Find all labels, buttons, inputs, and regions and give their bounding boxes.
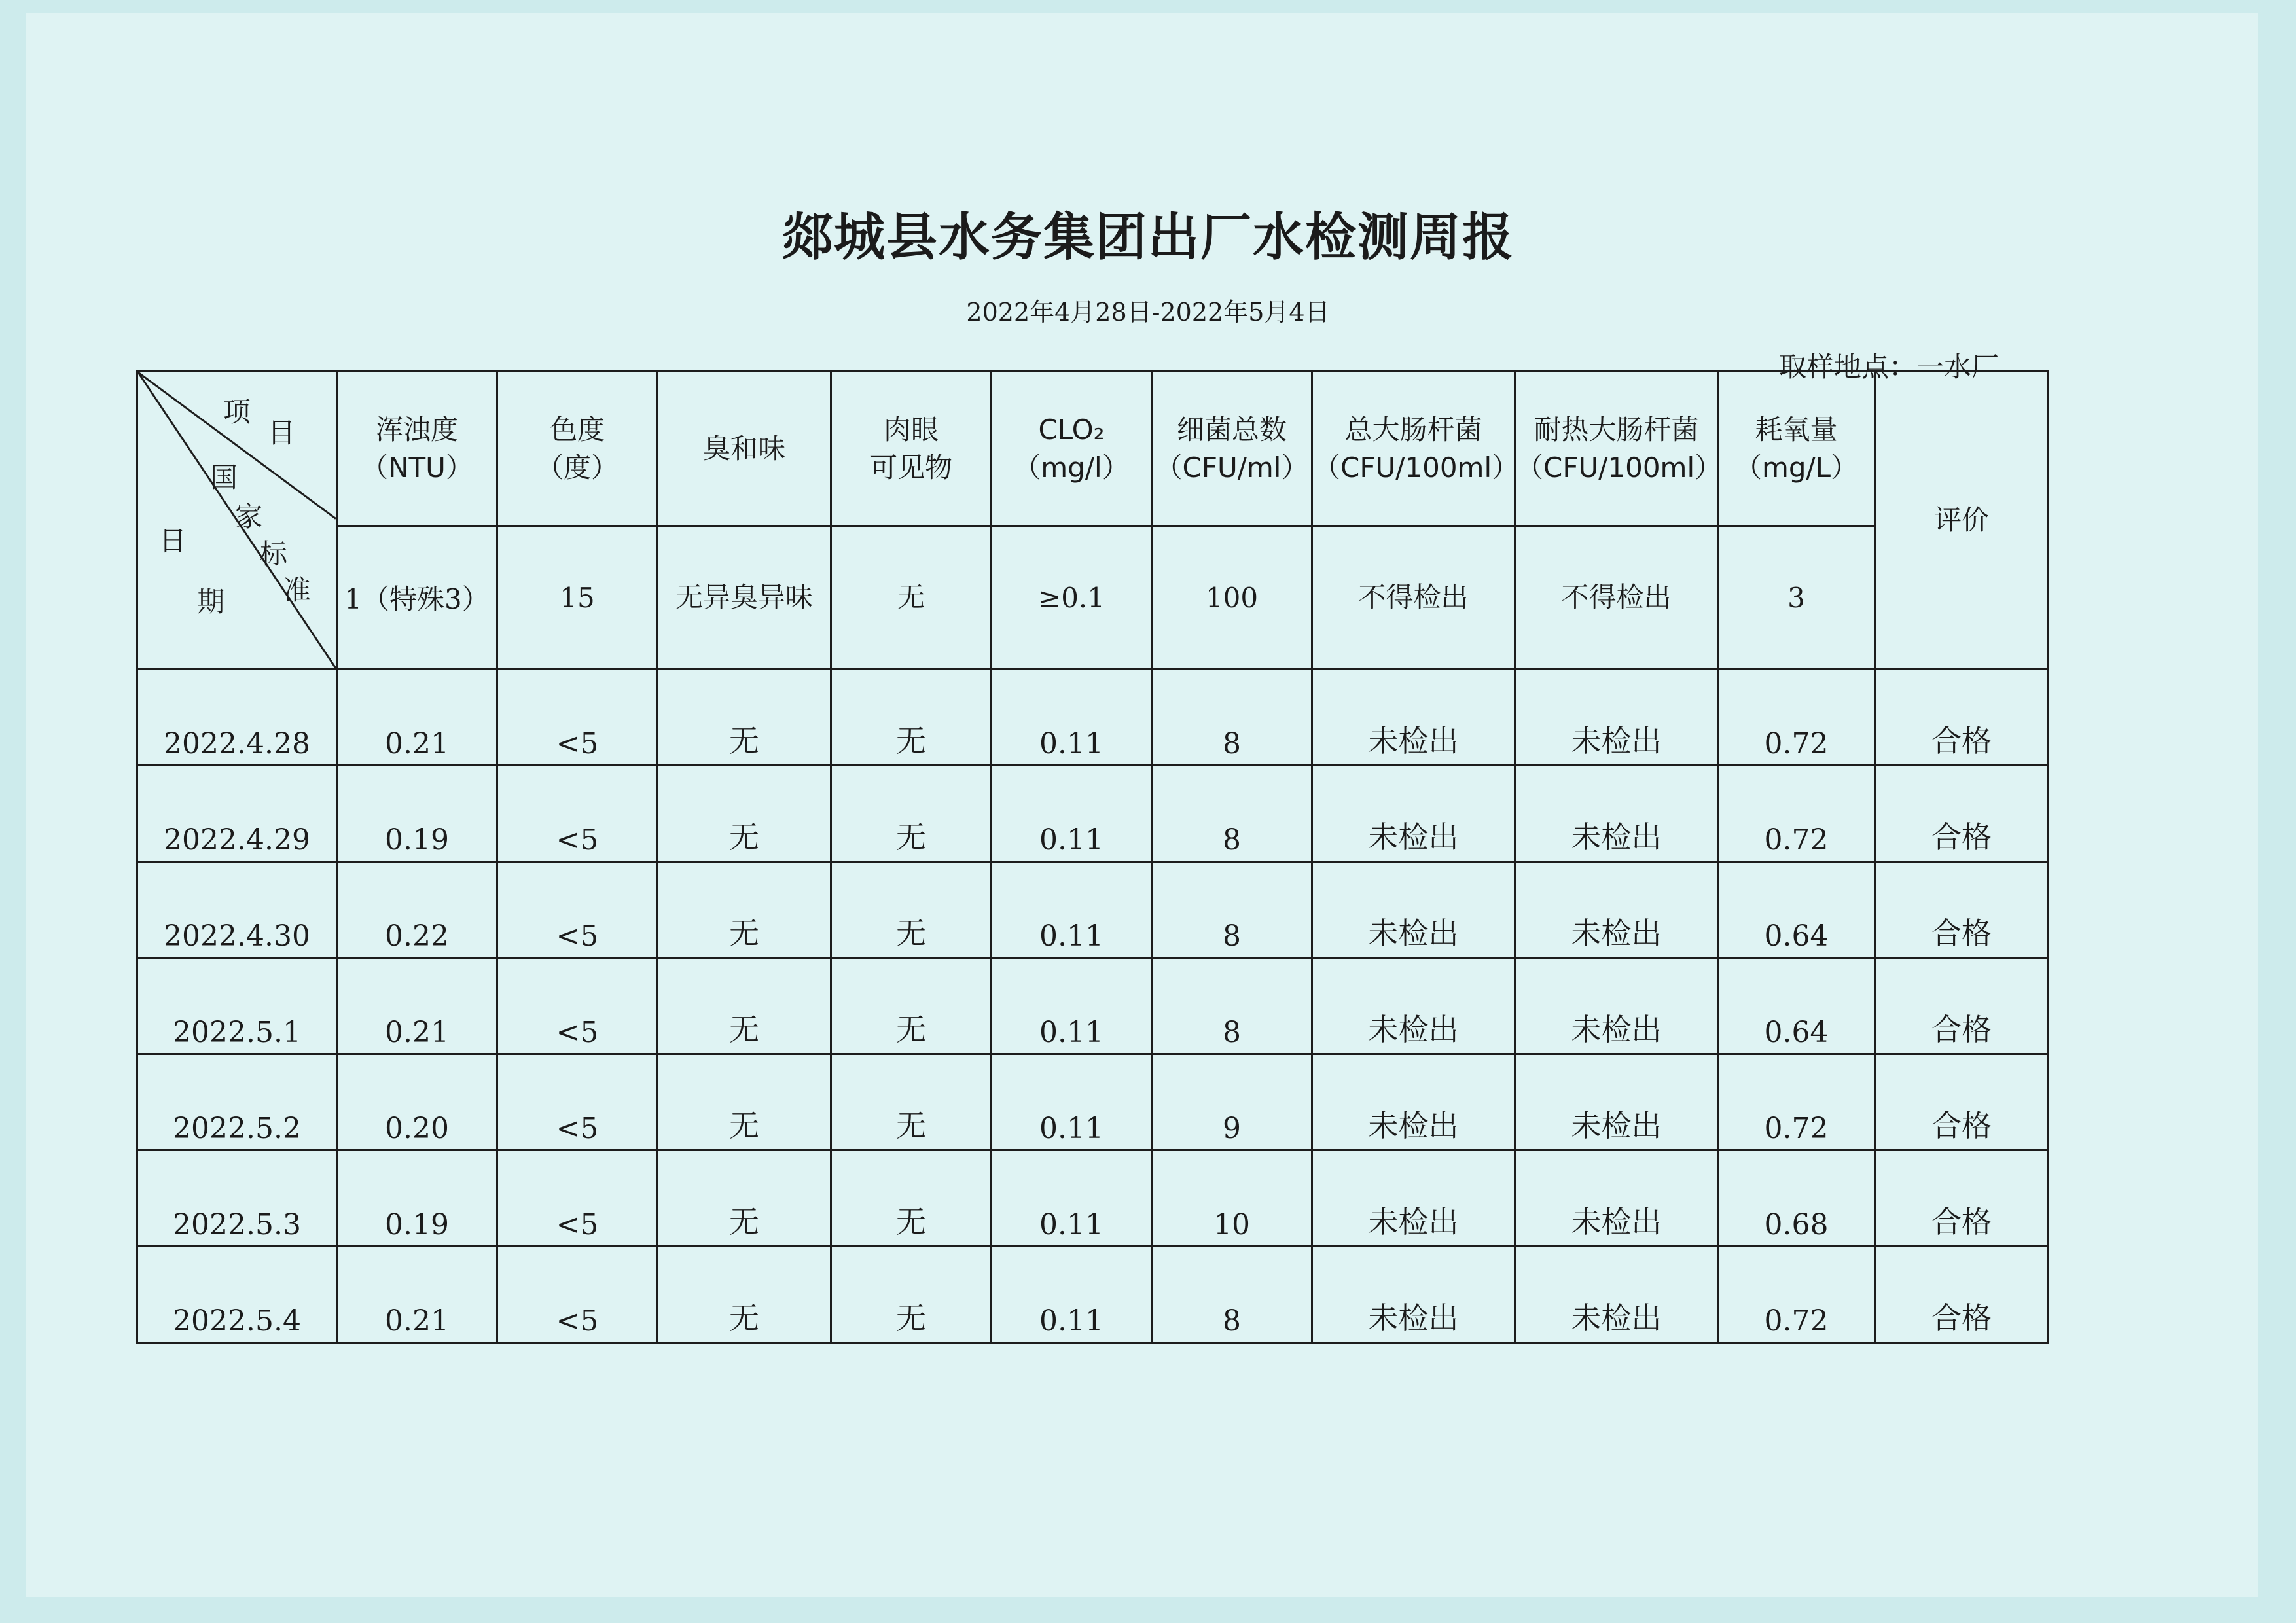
col-header-bacteria: 细菌总数 （CFU/ml） <box>1152 372 1312 526</box>
col-header-evaluation: 评价 <box>1875 372 2049 669</box>
cell-chroma: <5 <box>497 1054 658 1150</box>
row-date: 2022.4.28 <box>137 669 337 766</box>
cell-odor: 无 <box>658 958 831 1054</box>
cell-thermo-coliform: 未检出 <box>1515 958 1718 1054</box>
row-date: 2022.5.1 <box>137 958 337 1054</box>
row-date: 2022.5.3 <box>137 1150 337 1247</box>
table-row <box>137 766 2049 862</box>
cell-oxygen-consumption: 0.64 <box>1718 862 1875 958</box>
cell-oxygen-consumption: 0.68 <box>1718 1150 1875 1247</box>
row-date: 2022.4.30 <box>137 862 337 958</box>
cell-turbidity: 0.19 <box>337 1150 497 1247</box>
standard-row <box>137 526 2049 669</box>
cell-visible-matter: 无 <box>831 766 992 862</box>
standard-oxygen-consumption: 3 <box>1718 526 1875 669</box>
col-header-visible-matter: 肉眼 可见物 <box>831 372 992 526</box>
diag-standard-char-3: 标 <box>260 538 288 570</box>
table-row <box>137 862 2049 958</box>
report-date-range: 2022年4月28日-2022年5月4日 <box>966 298 1330 327</box>
diag-date-char-2: 期 <box>197 586 225 618</box>
cell-thermo-coliform: 未检出 <box>1515 862 1718 958</box>
standard-bacteria: 100 <box>1152 526 1312 669</box>
row-date: 2022.4.29 <box>137 766 337 862</box>
cell-evaluation: 合格 <box>1875 1150 2049 1247</box>
table-row <box>137 1247 2049 1343</box>
cell-oxygen-consumption: 0.64 <box>1718 958 1875 1054</box>
cell-coliform: 未检出 <box>1312 669 1515 766</box>
diag-item-char-1: 项 <box>223 396 251 428</box>
cell-chroma: <5 <box>497 1247 658 1343</box>
cell-turbidity: 0.21 <box>337 1247 497 1343</box>
cell-odor: 无 <box>658 1054 831 1150</box>
cell-visible-matter: 无 <box>831 862 992 958</box>
cell-evaluation: 合格 <box>1875 766 2049 862</box>
col-header-thermo-coliform: 耐热大肠杆菌 （CFU/100ml） <box>1515 372 1718 526</box>
cell-visible-matter: 无 <box>831 669 992 766</box>
cell-visible-matter: 无 <box>831 1150 992 1247</box>
cell-evaluation: 合格 <box>1875 1054 2049 1150</box>
sampling-location: 取样地点：一水厂 <box>1778 351 1999 383</box>
diag-standard-char-2: 家 <box>235 501 263 533</box>
cell-bacteria: 10 <box>1152 1150 1312 1247</box>
cell-chroma: <5 <box>497 766 658 862</box>
table-row <box>137 1150 2049 1247</box>
cell-oxygen-consumption: 0.72 <box>1718 1054 1875 1150</box>
header-row <box>137 372 2049 526</box>
report-title: 郯城县水务集团出厂水检测周报 <box>781 208 1515 267</box>
cell-clo2: 0.11 <box>992 1054 1152 1150</box>
cell-thermo-coliform: 未检出 <box>1515 1247 1718 1343</box>
cell-visible-matter: 无 <box>831 958 992 1054</box>
cell-clo2: 0.11 <box>992 766 1152 862</box>
cell-oxygen-consumption: 0.72 <box>1718 766 1875 862</box>
diag-standard-char-1: 国 <box>210 461 238 493</box>
cell-chroma: <5 <box>497 958 658 1054</box>
cell-turbidity: 0.20 <box>337 1054 497 1150</box>
diagonal-header-cell <box>137 372 337 669</box>
col-header-oxygen-consumption: 耗氧量 （mg/L） <box>1718 372 1875 526</box>
cell-odor: 无 <box>658 1247 831 1343</box>
cell-chroma: <5 <box>497 862 658 958</box>
cell-clo2: 0.11 <box>992 958 1152 1054</box>
cell-turbidity: 0.19 <box>337 766 497 862</box>
table-row <box>137 669 2049 766</box>
standard-coliform: 不得检出 <box>1312 526 1515 669</box>
cell-coliform: 未检出 <box>1312 958 1515 1054</box>
cell-bacteria: 8 <box>1152 958 1312 1054</box>
cell-odor: 无 <box>658 1150 831 1247</box>
cell-odor: 无 <box>658 862 831 958</box>
diag-standard-char-4: 准 <box>283 574 312 606</box>
standard-clo2: ≥0.1 <box>992 526 1152 669</box>
cell-oxygen-consumption: 0.72 <box>1718 669 1875 766</box>
cell-coliform: 未检出 <box>1312 1150 1515 1247</box>
standard-thermo-coliform: 不得检出 <box>1515 526 1718 669</box>
cell-coliform: 未检出 <box>1312 1247 1515 1343</box>
col-header-coliform: 总大肠杆菌 （CFU/100ml） <box>1312 372 1515 526</box>
table-row <box>137 958 2049 1054</box>
water-quality-table <box>136 370 2049 1344</box>
cell-evaluation: 合格 <box>1875 862 2049 958</box>
cell-thermo-coliform: 未检出 <box>1515 766 1718 862</box>
standard-turbidity: 1（特殊3） <box>337 526 497 669</box>
cell-evaluation: 合格 <box>1875 669 2049 766</box>
table-row <box>137 1054 2049 1150</box>
diag-date-char-1: 日 <box>159 525 187 557</box>
standard-visible-matter: 无 <box>831 526 992 669</box>
cell-bacteria: 9 <box>1152 1054 1312 1150</box>
row-date: 2022.5.4 <box>137 1247 337 1343</box>
cell-chroma: <5 <box>497 669 658 766</box>
cell-bacteria: 8 <box>1152 1247 1312 1343</box>
cell-clo2: 0.11 <box>992 1150 1152 1247</box>
standard-odor: 无异臭异味 <box>658 526 831 669</box>
cell-clo2: 0.11 <box>992 1247 1152 1343</box>
cell-visible-matter: 无 <box>831 1247 992 1343</box>
cell-odor: 无 <box>658 669 831 766</box>
cell-thermo-coliform: 未检出 <box>1515 1150 1718 1247</box>
col-header-odor: 臭和味 <box>658 372 831 526</box>
cell-turbidity: 0.21 <box>337 958 497 1054</box>
standard-chroma: 15 <box>497 526 658 669</box>
cell-evaluation: 合格 <box>1875 958 2049 1054</box>
cell-turbidity: 0.22 <box>337 862 497 958</box>
cell-coliform: 未检出 <box>1312 862 1515 958</box>
cell-bacteria: 8 <box>1152 862 1312 958</box>
cell-odor: 无 <box>658 766 831 862</box>
cell-clo2: 0.11 <box>992 862 1152 958</box>
cell-coliform: 未检出 <box>1312 766 1515 862</box>
cell-coliform: 未检出 <box>1312 1054 1515 1150</box>
cell-bacteria: 8 <box>1152 766 1312 862</box>
diag-item-char-2: 目 <box>268 417 296 449</box>
cell-oxygen-consumption: 0.72 <box>1718 1247 1875 1343</box>
cell-clo2: 0.11 <box>992 669 1152 766</box>
cell-turbidity: 0.21 <box>337 669 497 766</box>
col-header-clo2: CLO₂ （mg/l） <box>992 372 1152 526</box>
row-date: 2022.5.2 <box>137 1054 337 1150</box>
cell-thermo-coliform: 未检出 <box>1515 669 1718 766</box>
cell-evaluation: 合格 <box>1875 1247 2049 1343</box>
cell-bacteria: 8 <box>1152 669 1312 766</box>
col-header-turbidity: 浑浊度 （NTU） <box>337 372 497 526</box>
cell-visible-matter: 无 <box>831 1054 992 1150</box>
cell-thermo-coliform: 未检出 <box>1515 1054 1718 1150</box>
cell-chroma: <5 <box>497 1150 658 1247</box>
col-header-chroma: 色度 （度） <box>497 372 658 526</box>
